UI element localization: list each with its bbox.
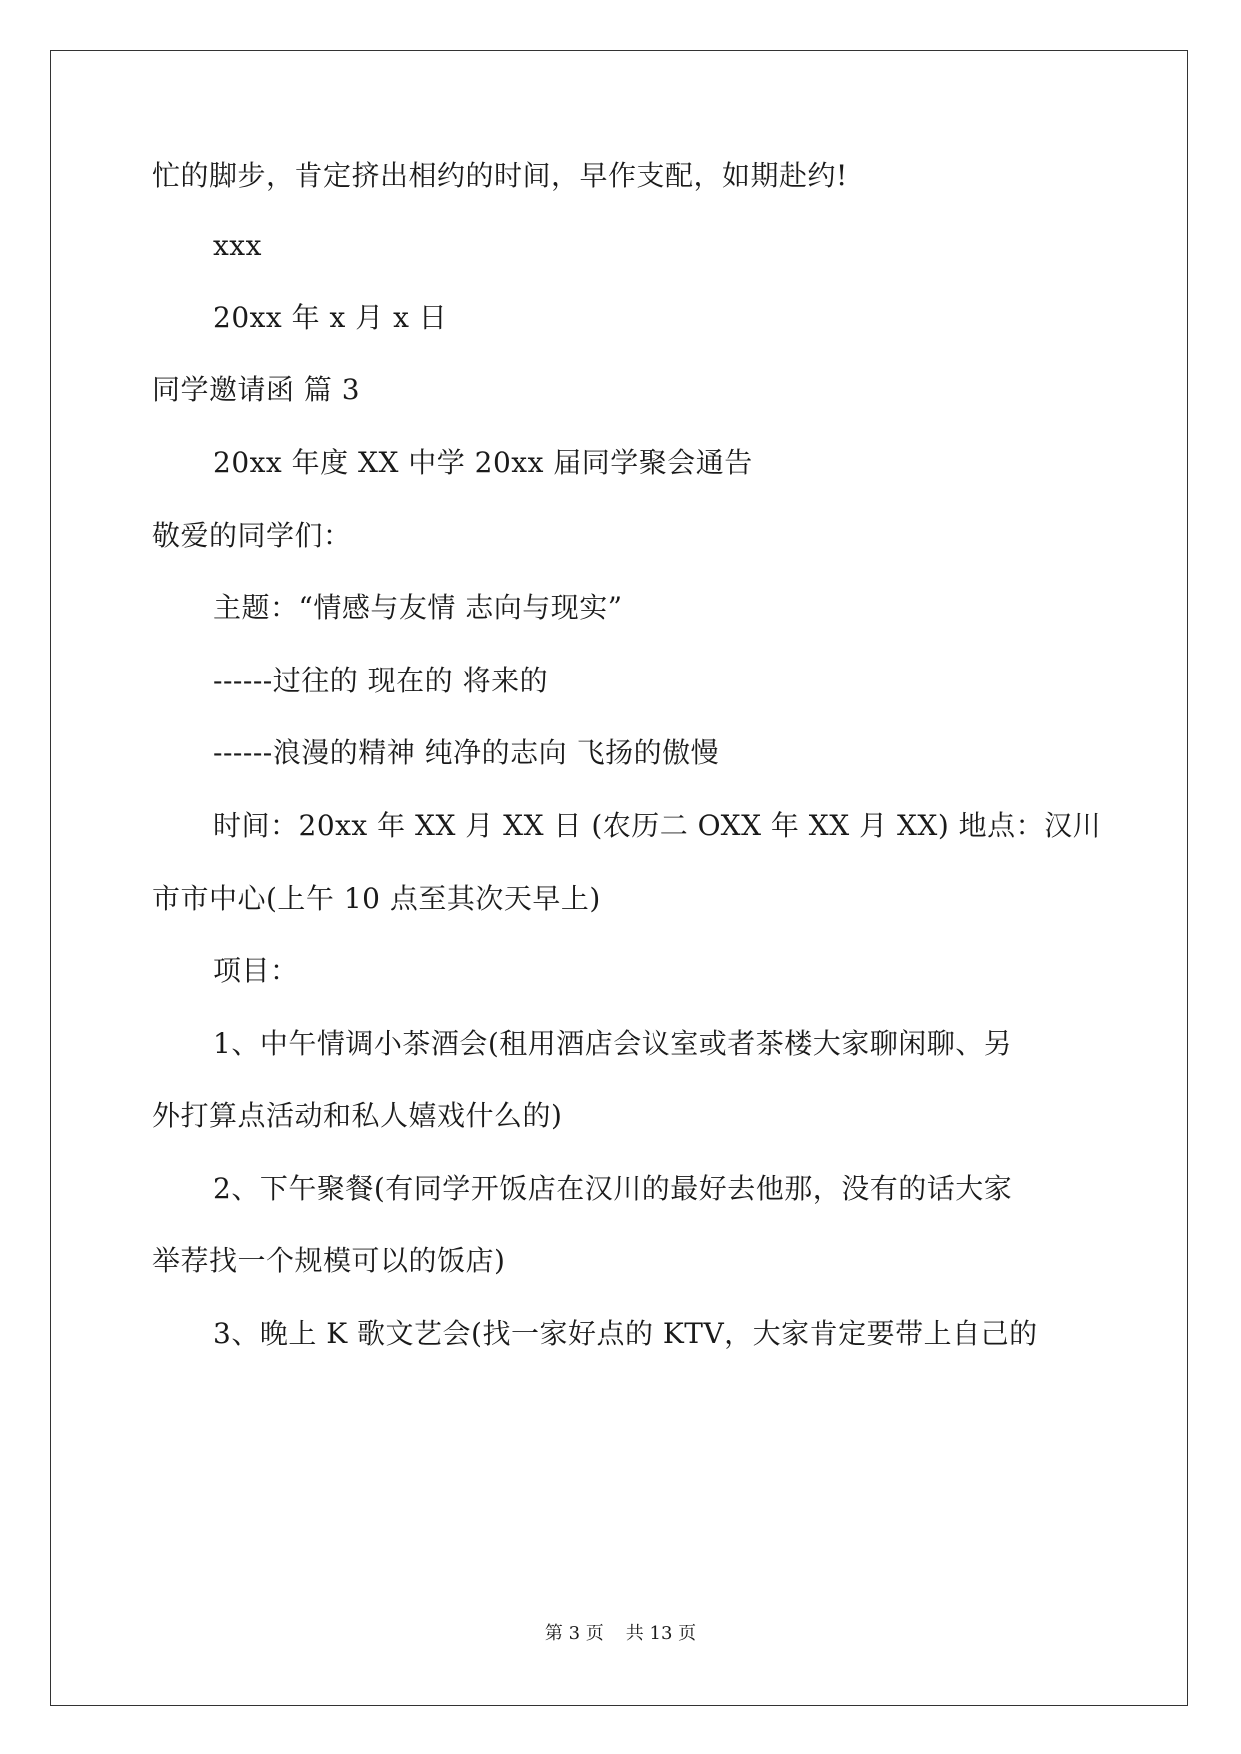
time-location-line: 时间：20xx 年 XX 月 XX 日 (农历二 OXX 年 XX 月 XX) 地点：汉川 bbox=[213, 809, 1102, 842]
page-number: 第 3 页 bbox=[544, 1623, 604, 1644]
page-footer bbox=[0, 1622, 1241, 1646]
item-2-line-2: 举荐找一个规模可以的饭店) bbox=[152, 1244, 506, 1277]
item-3-line-1: 3、晚上 K 歌文艺会(找一家好点的 KTV，大家肯定要带上自己的 bbox=[213, 1317, 1038, 1350]
theme-subline-2: ------浪漫的精神 纯净的志向 飞扬的傲慢 bbox=[213, 736, 720, 769]
signature-date: 20xx 年 x 月 x 日 bbox=[213, 301, 448, 334]
page-total: 共 13 页 bbox=[625, 1623, 697, 1644]
notice-title: 20xx 年度 XX 中学 20xx 届同学聚会通告 bbox=[213, 446, 753, 479]
item-1-line-2: 外打算点活动和私人嬉戏什么的) bbox=[152, 1099, 563, 1132]
time-location-continued: 市市中心(上午 10 点至其次天早上) bbox=[152, 882, 601, 915]
item-1-line-1: 1、中午情调小茶酒会(租用酒店会议室或者茶楼大家聊闲聊、另 bbox=[213, 1027, 1013, 1060]
theme-subline-1: ------过往的 现在的 将来的 bbox=[213, 664, 549, 697]
salutation: 敬爱的同学们： bbox=[152, 519, 352, 552]
body-line-1: 忙的脚步，肯定挤出相约的时间，早作支配，如期赴约! bbox=[152, 159, 848, 192]
signature-name: xxx bbox=[213, 229, 262, 262]
section-heading: 同学邀请函 篇 3 bbox=[152, 373, 361, 406]
items-heading: 项目： bbox=[213, 954, 299, 987]
theme-line: 主题：“情感与友情 志向与现实” bbox=[213, 591, 623, 624]
item-2-line-1: 2、下午聚餐(有同学开饭店在汉川的最好去他那，没有的话大家 bbox=[213, 1172, 1013, 1205]
